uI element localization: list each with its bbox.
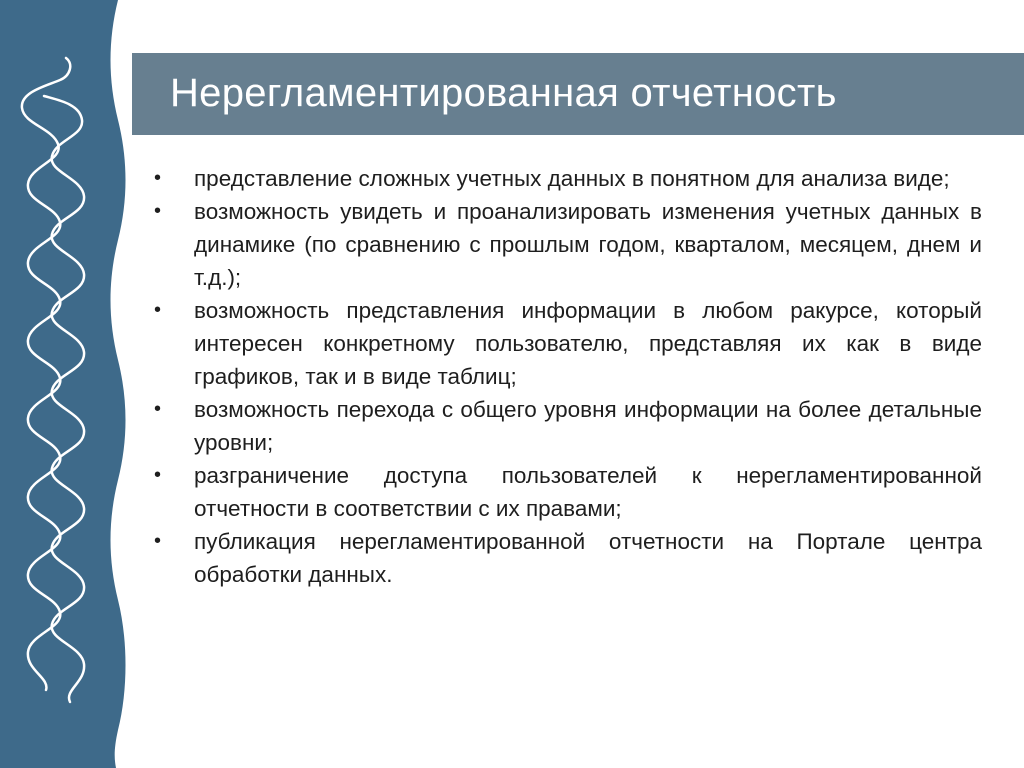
bullet-text: возможность увидеть и проанализировать изменения учетных данных в динамике (по сравнению с прошлым годом, кварталом, месяцем, днем и т.д.);: [194, 199, 982, 290]
bullet-text: возможность перехода с общего уровня информации на более детальные уровни;: [194, 397, 982, 455]
bullet-list: [152, 162, 982, 591]
bullet-dot-icon: •: [154, 200, 162, 222]
bullet-item: [152, 162, 982, 195]
bullet-item: [152, 393, 982, 459]
bullet-dot-icon: •: [154, 464, 162, 486]
bullet-item: [152, 525, 982, 591]
bullet-item: [152, 294, 982, 393]
bullet-dot-icon: •: [154, 167, 162, 189]
bullet-dot-icon: •: [154, 398, 162, 420]
bullet-text: разграничение доступа пользователей к нерегламентированной отчетности в соответствии с их правами;: [194, 463, 982, 521]
bullet-dot-icon: •: [154, 530, 162, 552]
slide-title: Нерегламентированная отчетность: [170, 71, 837, 115]
bullet-text: публикация нерегламентированной отчетности на Портале центра обработки данных.: [194, 529, 982, 587]
bullet-text: возможность представления информации в любом ракурсе, который интересен конкретному пользователю, представляя их как в виде графиков, так и в виде таблиц;: [194, 298, 982, 389]
bullet-item: [152, 195, 982, 294]
side-band-shape: [0, 0, 126, 768]
bullet-item: [152, 459, 982, 525]
bullet-text: представление сложных учетных данных в понятном для анализа виде;: [194, 166, 950, 191]
bullet-dot-icon: •: [154, 299, 162, 321]
title-bar: [132, 53, 1024, 135]
slide-content: [152, 162, 982, 591]
decorative-side-band: [0, 0, 140, 768]
